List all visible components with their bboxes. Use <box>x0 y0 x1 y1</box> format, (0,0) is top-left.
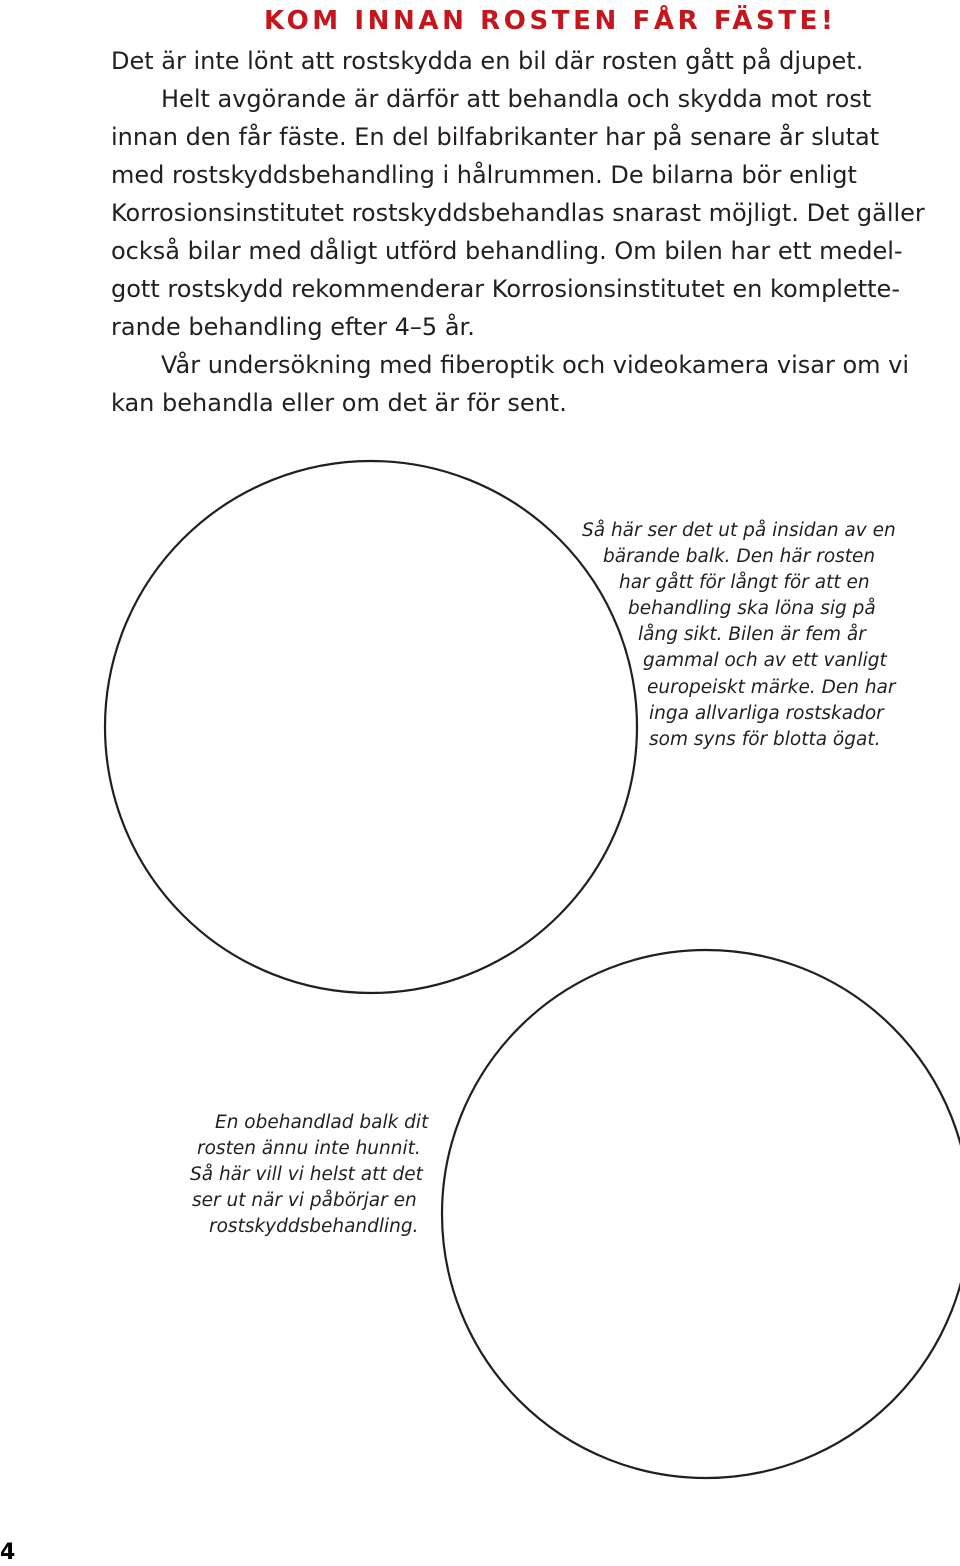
photo-frame-top <box>105 461 637 993</box>
body-line: Helt avgörande är därför att behandla och skydda mot rost <box>161 85 872 113</box>
caption-line: inga allvarliga rostskador <box>649 702 884 724</box>
body-line: rande behandling efter 4–5 år. <box>111 313 475 341</box>
caption-line: ser ut när vi påbörjar en <box>192 1190 417 1212</box>
page-number: 4 <box>0 1540 16 1565</box>
caption-line: behandling ska löna sig på <box>628 598 876 620</box>
caption-line: har gått för långt för att en <box>619 572 870 594</box>
caption-line: rosten ännu inte hunnit. <box>197 1138 421 1160</box>
section-heading: KOM INNAN ROSTEN FÅR FÄSTE! <box>264 6 837 36</box>
caption-line: rostskyddsbehandling. <box>209 1216 419 1238</box>
body-line: gott rostskydd rekommenderar Korrosionsinstitutet en komplette- <box>111 275 900 303</box>
caption-line: lång sikt. Bilen är fem år <box>638 624 866 646</box>
caption-line: En obehandlad balk dit <box>215 1112 429 1133</box>
body-line: innan den får fäste. En del bilfabrikanter har på senare år slutat <box>111 123 880 151</box>
caption-line: som syns för blotta ögat. <box>649 728 881 750</box>
caption-line: Så här ser det ut på insidan av en <box>582 520 896 541</box>
body-line: Korrosionsinstitutet rostskyddsbehandlas snarast möjligt. Det gäller <box>111 199 925 227</box>
caption-bottom <box>190 1110 428 1240</box>
body-line: också bilar med dåligt utförd behandling. Om bilen har ett medel- <box>111 237 903 265</box>
body-line: Vår undersökning med fiberoptik och videokamera visar om vi <box>161 351 910 379</box>
body-line: med rostskyddsbehandling i hålrummen. De bilarna bör enligt <box>111 161 857 189</box>
photo-frame-bottom <box>442 950 960 1478</box>
body-line: kan behandla eller om det är för sent. <box>111 389 567 417</box>
caption-line: bärande balk. Den här rosten <box>603 546 876 568</box>
body-line: Det är inte lönt att rostskydda en bil där rosten gått på djupet. <box>111 47 864 75</box>
caption-line: europeiskt märke. Den har <box>647 676 896 698</box>
caption-line: Så här vill vi helst att det <box>190 1164 423 1186</box>
caption-top <box>582 518 896 753</box>
caption-line: gammal och av ett vanligt <box>643 650 887 672</box>
